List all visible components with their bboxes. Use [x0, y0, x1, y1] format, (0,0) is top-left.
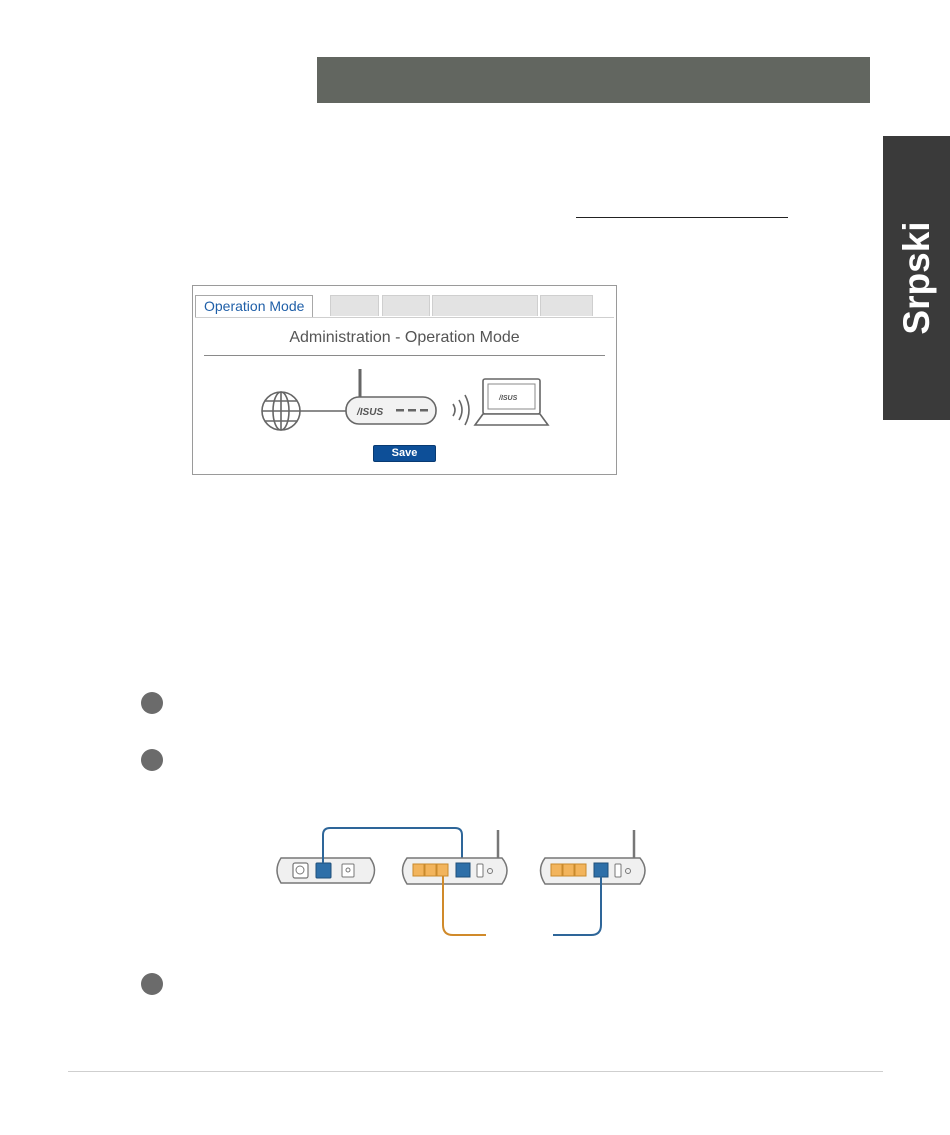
panel-title: Administration - Operation Mode: [289, 329, 520, 346]
language-label: Srpski: [895, 221, 937, 335]
router-1-icon: [403, 830, 508, 884]
router-2-icon: [541, 830, 646, 884]
save-button[interactable]: Save: [373, 445, 436, 462]
blue-cable-router-2: [553, 876, 601, 935]
tab-operation-mode[interactable]: Operation Mode: [195, 295, 313, 318]
laptop-logo: /ISUS: [499, 395, 518, 402]
modem-icon: [277, 858, 375, 883]
footer-rule: [68, 1071, 883, 1072]
orange-cable-lan: [443, 876, 486, 935]
router-logo: /ISUS: [357, 407, 384, 418]
